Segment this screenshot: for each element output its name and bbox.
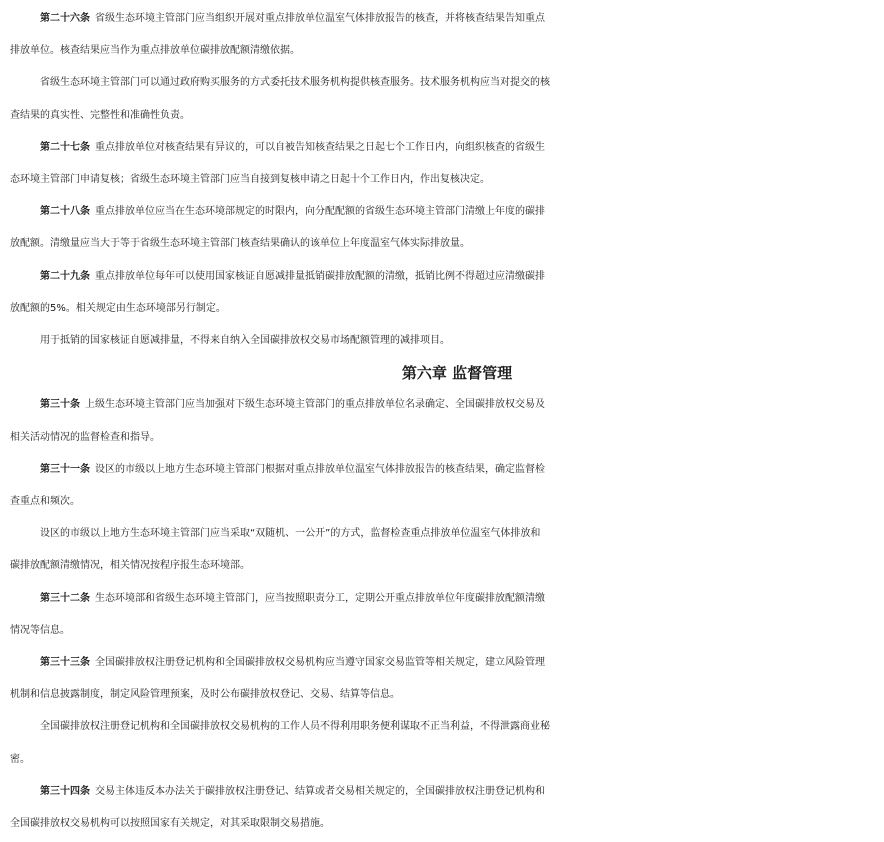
article-number: 第三十四条	[40, 785, 90, 797]
text-line	[0, 460, 884, 480]
text-line	[0, 814, 884, 834]
article-number: 第三十三条	[40, 657, 90, 668]
line-text: 生态环境部和省级生态环境主管部门，应当按照职责分工，定期公开重点排放单位年度碳排放配额清缴	[95, 592, 545, 604]
text-line	[0, 750, 884, 770]
line-text: 全国碳排放权注册登记机构和全国碳排放权交易机构的工作人员不得利用职务便利谋取不正当利益，不得泄露商业秘	[40, 721, 550, 733]
line-text: 全国碳排放权注册登记机构和全国碳排放权交易机构应当遵守国家交易监管等相关规定，建立风险管理	[95, 657, 545, 668]
line-text: 省级生态环境主管部门可以通过政府购买服务的方式委托技术服务机构提供核查服务。技术服务机构应当对提交的核	[40, 77, 550, 89]
line-text: 情况等信息。	[10, 624, 70, 636]
text-line	[0, 556, 884, 576]
line-text: 交易主体违反本办法关于碳排放权注册登记、结算或者交易相关规定的，全国碳排放权注册登记机构和	[95, 785, 545, 797]
text-line	[0, 73, 884, 93]
line-text: 省级生态环境主管部门应当组织开展对重点排放单位温室气体排放报告的核查，并将核查结果告知重点	[95, 13, 545, 24]
text-line	[0, 717, 884, 737]
text-line	[0, 524, 884, 544]
text-line	[0, 41, 884, 61]
text-line	[0, 589, 884, 609]
article-number: 第二十八条	[40, 206, 90, 218]
article-number: 第二十九条	[40, 270, 90, 282]
text-line	[0, 621, 884, 641]
line-text: 重点排放单位对核查结果有异议的，可以自被告知核查结果之日起七个工作日内，向组织核查的省级生	[95, 141, 545, 153]
line-text: 重点排放单位每年可以使用国家核证自愿减排量抵销碳排放配额的清缴，抵销比例不得超过应清缴碳排	[95, 270, 545, 282]
text-line	[0, 782, 884, 802]
line-text: 重点排放单位应当在生态环境部规定的时限内，向分配配额的省级生态环境主管部门清缴上年度的碳排	[95, 206, 545, 218]
text-line	[0, 106, 884, 126]
line-text: 查重点和频次。	[10, 496, 80, 507]
text-line	[0, 428, 884, 448]
article-number: 第三十二条	[40, 592, 90, 604]
line-text: 机制和信息披露制度，制定风险管理预案，及时公布碳排放权登记、交易、结算等信息。	[10, 689, 400, 701]
text-line	[0, 267, 884, 287]
text-line	[0, 138, 884, 158]
article-number: 第二十七条	[40, 141, 90, 153]
line-text: 碳排放配额清缴情况，相关情况按程序报生态环境部。	[10, 560, 250, 572]
text-line	[0, 202, 884, 222]
text-line	[0, 299, 884, 319]
line-text: 放配额。清缴量应当大于等于省级生态环境主管部门核查结果确认的该单位上年度温室气体实际排放量。	[10, 238, 470, 250]
text-line	[0, 492, 884, 512]
line-text: 设区的市级以上地方生态环境主管部门根据对重点排放单位温室气体排放报告的核查结果，确定监督检	[95, 463, 545, 475]
chapter-heading	[0, 363, 884, 383]
line-text: 用于抵销的国家核证自愿减排量，不得来自纳入全国碳排放权交易市场配额管理的减排项目。	[40, 335, 450, 346]
text-line	[0, 685, 884, 705]
text-line	[0, 331, 884, 351]
line-text: 密。	[10, 753, 30, 765]
text-line	[0, 170, 884, 190]
article-number: 第二十六条	[40, 13, 90, 24]
line-text: 相关活动情况的监督检查和指导。	[10, 431, 160, 443]
article-number: 第三十一条	[40, 463, 90, 475]
text-line	[0, 234, 884, 254]
text-line	[0, 395, 884, 415]
line-text: 放配额的5%。相关规定由生态环境部另行制定。	[10, 302, 226, 314]
line-text: 上级生态环境主管部门应当加强对下级生态环境主管部门的重点排放单位名录确定、全国碳排放权交易及	[85, 399, 545, 411]
text-line	[0, 9, 884, 29]
chapter-title: 第六章 监督管理	[401, 364, 513, 383]
line-text: 排放单位。核查结果应当作为重点排放单位碳排放配额清缴依据。	[10, 45, 300, 57]
article-number: 第三十条	[40, 399, 80, 411]
text-line	[0, 653, 884, 673]
line-text: 全国碳排放权交易机构可以按照国家有关规定，对其采取限制交易措施。	[10, 818, 330, 829]
line-text: 设区的市级以上地方生态环境主管部门应当采取“双随机、一公开”的方式，监督检查重点排放单位温室气体排放和	[40, 528, 541, 540]
line-text: 查结果的真实性、完整性和准确性负责。	[10, 109, 190, 121]
line-text: 态环境主管部门申请复核；省级生态环境主管部门应当自接到复核申请之日起十个工作日内，作出复核决定。	[10, 174, 490, 185]
